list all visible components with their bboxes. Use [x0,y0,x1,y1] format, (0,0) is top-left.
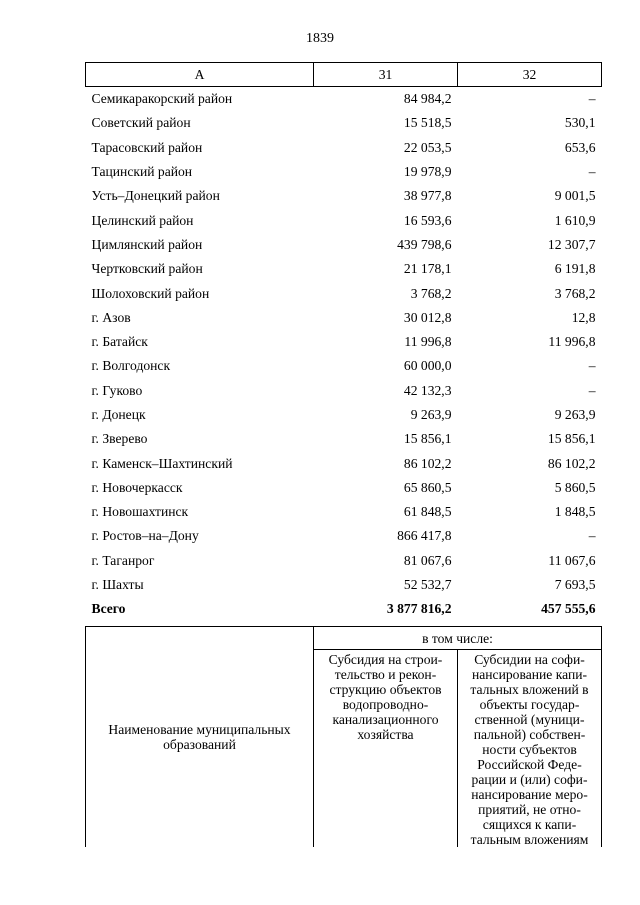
description-line: нансирование капи- [471,667,588,682]
table-row [86,87,602,112]
row-name-cell: Чертковский район [91,261,203,277]
description-line: тельство и рекон- [334,667,437,682]
row-col31-cell: 11 996,8 [404,334,452,350]
page-number: 1839 [306,31,334,46]
description-line: Субсидии на софи- [474,652,585,667]
description-line: тальных вложений в [470,682,589,697]
header-col-a: А [86,63,314,87]
row-col32-cell: 86 102,2 [547,455,596,471]
description-line: нансирование меро- [471,787,588,802]
total-row [86,597,602,621]
row-col31-cell: 439 798,6 [397,236,452,252]
row-col31-cell: 52 532,7 [403,577,452,593]
description-line: ственной (муници- [474,712,585,727]
table-row [86,306,602,330]
municipality-header-cell [86,627,314,848]
table-row [86,524,602,548]
table-row [86,403,602,427]
table-row [86,354,602,378]
row-name-cell: г. Шахты [91,577,144,593]
header-col-31: 31 [314,63,458,87]
table-row [86,500,602,524]
row-col32-cell: 530,1 [564,115,596,131]
row-col31-cell: 866 417,8 [397,528,452,544]
row-name-cell: Семикаракорский район [91,91,233,107]
description-line: рации и (или) софи- [471,772,588,787]
row-col32-cell: 7 693,5 [554,577,596,593]
row-name-cell: Цимлянский район [91,236,203,252]
row-name-cell: г. Каменск–Шахтинский [91,455,233,471]
row-col31-cell: 86 102,2 [403,455,452,471]
row-col31-cell: 38 977,8 [403,188,452,204]
row-col31-cell: 15 856,1 [403,431,452,447]
total-label: Всего [91,601,126,617]
subheader-row-1 [86,627,602,650]
table-row [86,281,602,305]
row-name-cell: г. Донецк [91,407,146,422]
description-line: водопроводно- [342,697,429,712]
row-col31-cell: 30 012,8 [403,309,452,325]
including-label: в том числе: [314,627,602,650]
row-name-cell: Советский район [91,115,191,131]
description-line: ности субъектов [482,742,577,757]
table-row [86,111,602,135]
row-name-cell: Шолоховский район [91,285,210,301]
row-col32-cell: – [588,358,596,374]
table-row [86,184,602,208]
row-col32-cell: 1 848,5 [554,504,596,520]
row-col32-cell: 9 001,5 [554,188,596,204]
row-name-cell: Тарасовский район [91,139,203,155]
table-row [86,160,602,184]
row-col31-cell: 9 263,9 [410,407,452,422]
row-col32-cell: 6 191,8 [554,261,596,277]
row-col32-cell: – [588,382,596,398]
row-col32-cell: 9 263,9 [554,407,596,422]
table-row [86,208,602,232]
description-line: Субсидия на строи- [328,652,443,667]
row-name-cell: г. Ростов–на–Дону [91,528,199,544]
row-col31-cell: 3 768,2 [410,285,452,301]
description-line: тальным вложениям [470,832,589,847]
row-col32-cell: 653,6 [564,139,596,155]
table-row [86,451,602,475]
row-col31-cell: 15 518,5 [403,115,452,131]
row-col32-cell: – [588,91,596,107]
row-name-cell: г. Зверево [91,431,148,447]
header-row [86,63,602,87]
row-col31-cell: 60 000,0 [403,358,452,374]
row-name-cell: г. Новочеркасск [91,479,183,495]
row-col32-cell: 1 610,9 [554,212,596,228]
description-line: сящихся к капи- [482,817,577,832]
table-body [86,87,602,622]
table-row [86,549,602,573]
row-name-cell: Тацинский район [91,164,193,180]
header-col-32: 32 [458,63,602,87]
description-line: струкцию объектов [329,682,442,697]
row-name-cell: г. Новошахтинск [91,504,189,520]
col32-description [458,650,602,848]
row-col31-cell: 84 984,2 [403,91,452,107]
municipality-header-line: Наименование муниципальных [108,722,291,737]
table-row [86,330,602,354]
row-col31-cell: 65 860,5 [403,479,452,495]
row-col31-cell: 61 848,5 [403,504,452,520]
row-name-cell: г. Азов [91,309,131,325]
row-col31-cell: 81 067,6 [403,552,452,568]
table-row [86,476,602,500]
description-line: канализационного [332,712,439,727]
row-col32-cell: 11 067,6 [548,552,596,568]
description-line: хозяйства [357,727,414,742]
total-col31: 3 877 816,2 [386,601,452,617]
description-line: объекты государ- [479,697,580,712]
total-col32: 457 555,6 [541,601,596,617]
table-row [86,136,602,160]
row-name-cell: г. Гуково [91,382,143,398]
table-row [86,233,602,257]
table-row [86,257,602,281]
row-col32-cell: – [588,528,596,544]
row-col32-cell: 15 856,1 [547,431,596,447]
row-col31-cell: 19 978,9 [403,164,452,180]
table-row [86,379,602,403]
table-row [86,427,602,451]
row-name-cell: Целинский район [91,212,194,228]
row-name-cell: г. Батайск [91,334,148,350]
row-name-cell: Усть–Донецкий район [91,188,220,204]
row-col32-cell: – [588,164,596,180]
row-col32-cell: 12 307,7 [547,236,596,252]
subheader-table [85,626,602,847]
row-name-cell: г. Волгодонск [91,358,171,374]
description-line: приятий, не отно- [478,802,581,817]
row-col32-cell: 3 768,2 [554,285,596,301]
row-name-cell: г. Таганрог [91,552,155,568]
row-col31-cell: 21 178,1 [403,261,452,277]
col31-description [314,650,458,848]
row-col31-cell: 22 053,5 [403,139,452,155]
row-col31-cell: 16 593,6 [403,212,452,228]
row-col32-cell: 12,8 [571,309,596,325]
budget-table [85,62,602,622]
row-col32-cell: 11 996,8 [548,334,596,350]
row-col32-cell: 5 860,5 [554,479,596,495]
table-row [86,573,602,597]
description-line: Российской Феде- [477,757,582,772]
row-col31-cell: 42 132,3 [403,382,452,398]
municipality-header-line: образований [163,737,236,752]
description-line: пальной) собствен- [473,727,586,742]
